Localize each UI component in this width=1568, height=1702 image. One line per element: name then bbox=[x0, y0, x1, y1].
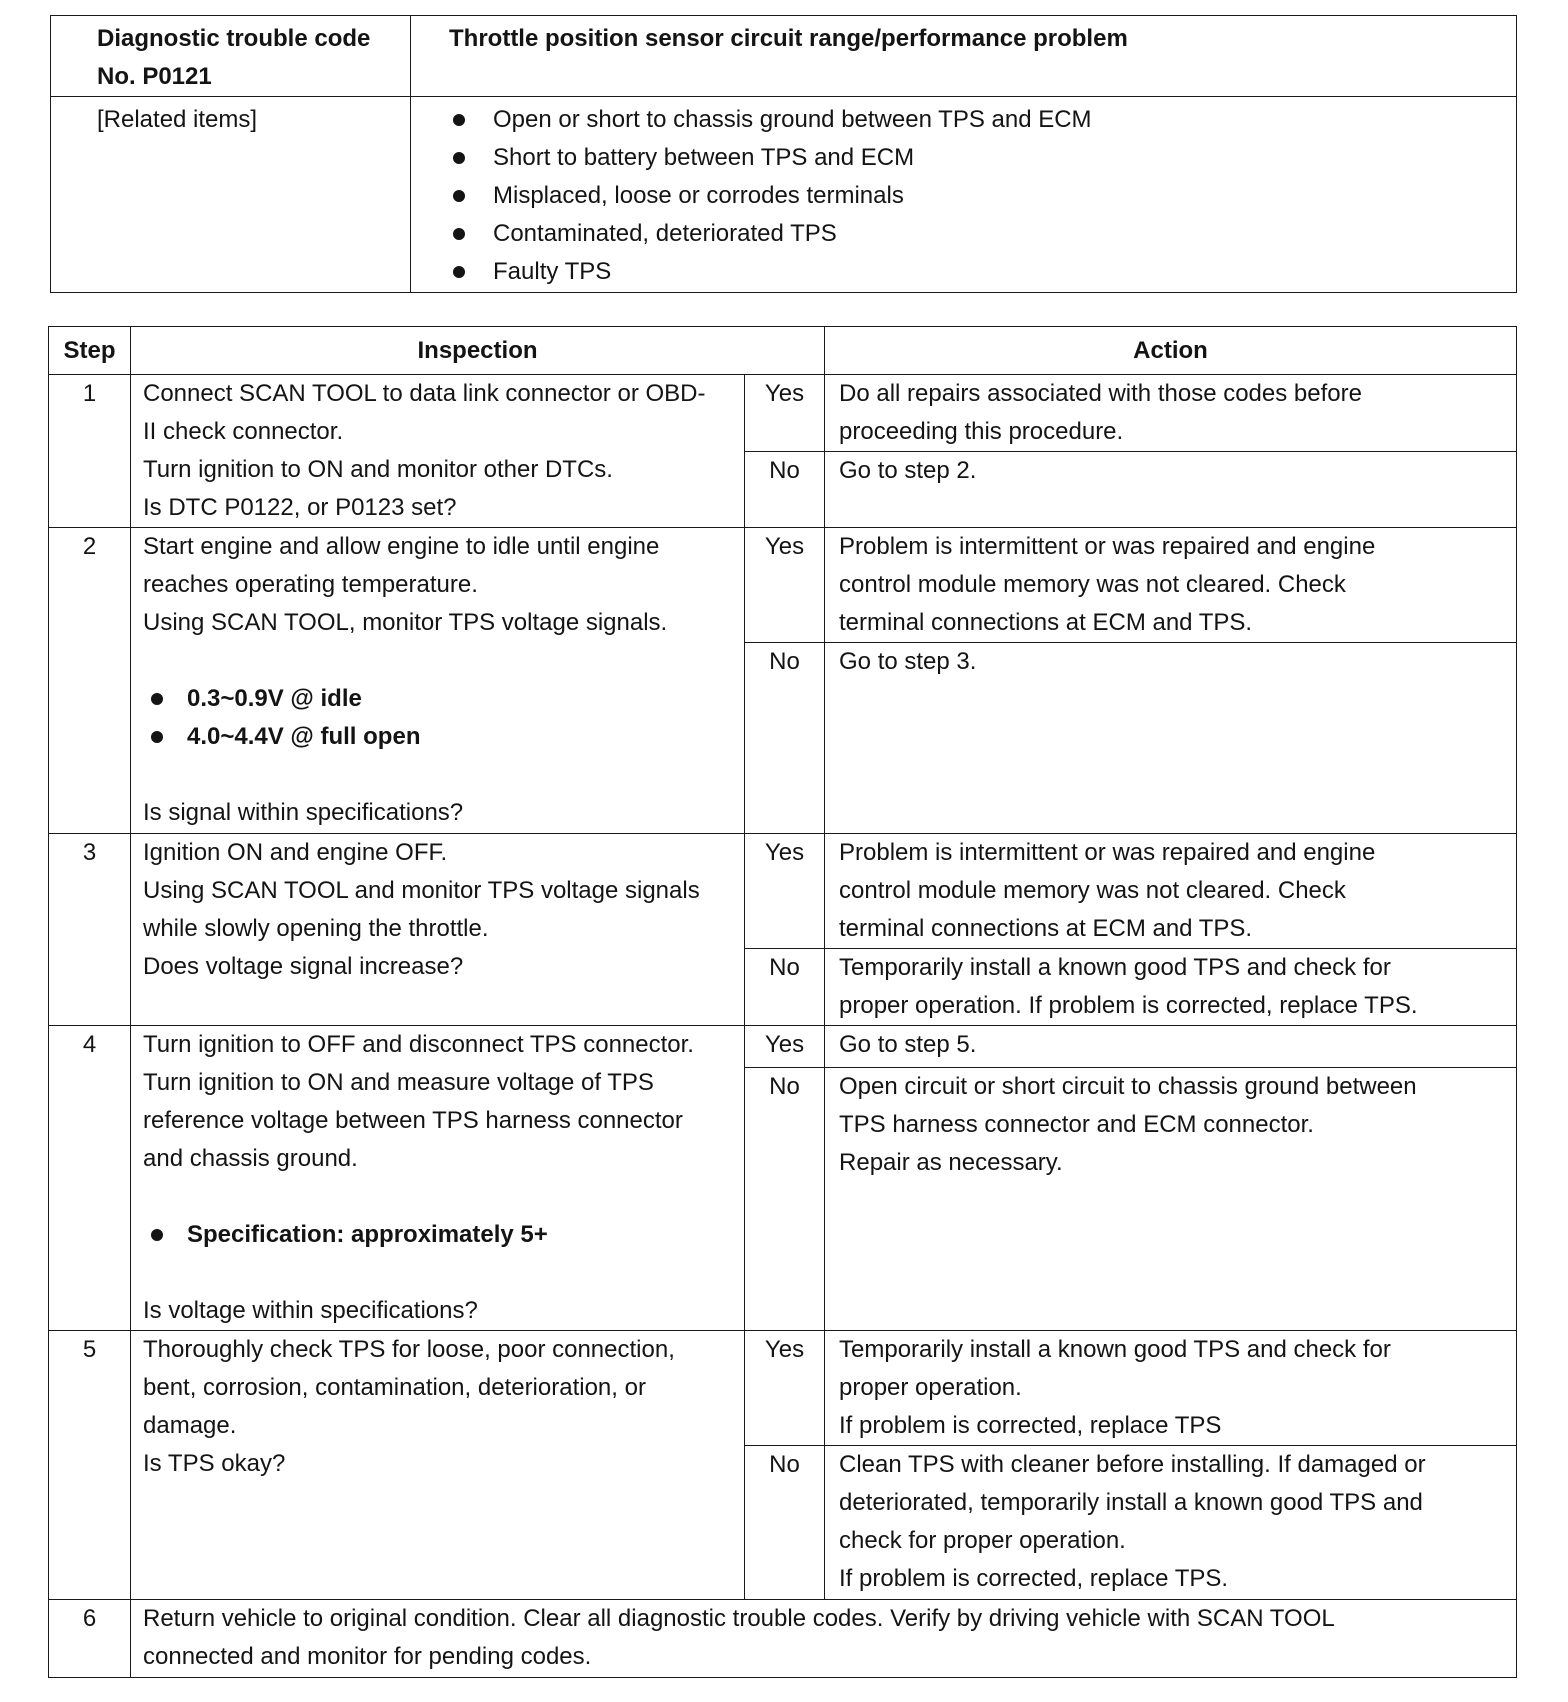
dtc-title: Throttle position sensor circuit range/performance problem bbox=[411, 16, 1517, 97]
step-row bbox=[49, 1600, 1517, 1678]
inspection-cell bbox=[131, 1331, 745, 1600]
action-line: proper operation. bbox=[839, 1374, 1022, 1401]
no-label: No bbox=[745, 949, 825, 1026]
inspection-line: Turn ignition to ON and measure voltage of TPS bbox=[143, 1069, 654, 1096]
action-line: control module memory was not cleared. Check bbox=[839, 571, 1346, 598]
no-action bbox=[825, 452, 1517, 528]
yes-label: Yes bbox=[745, 528, 825, 643]
inspection-line: Start engine and allow engine to idle until engine bbox=[143, 533, 660, 560]
inspection-cell bbox=[131, 834, 745, 1026]
inspection-line: Turn ignition to ON and monitor other DTCs. bbox=[143, 456, 613, 483]
step-row bbox=[49, 1331, 1517, 1446]
spec-list bbox=[143, 1216, 734, 1254]
yes-action bbox=[825, 1026, 1517, 1068]
action-line: terminal connections at ECM and TPS. bbox=[839, 915, 1253, 942]
spacer bbox=[143, 642, 734, 680]
yes-label: Yes bbox=[745, 375, 825, 452]
yes-action bbox=[825, 1331, 1517, 1446]
inspection-line: Using SCAN TOOL, monitor TPS voltage signals. bbox=[143, 609, 668, 636]
no-label: No bbox=[745, 1068, 825, 1331]
action-line: Go to step 3. bbox=[839, 648, 977, 675]
step-number: 6 bbox=[49, 1600, 131, 1678]
related-item: Misplaced, loose or corrodes terminals bbox=[451, 177, 1516, 215]
no-action bbox=[825, 949, 1517, 1026]
action-line: deteriorated, temporarily install a known good TPS and bbox=[839, 1489, 1423, 1516]
inspection-cell bbox=[131, 528, 745, 834]
header-action: Action bbox=[825, 327, 1517, 375]
action-line: Problem is intermittent or was repaired and engine bbox=[839, 839, 1376, 866]
inspection-line: Connect SCAN TOOL to data link connector or OBD- bbox=[143, 380, 706, 407]
inspection-line: connected and monitor for pending codes. bbox=[143, 1643, 592, 1670]
spec-item: 0.3~0.9V @ idle bbox=[143, 680, 734, 718]
step-row bbox=[49, 528, 1517, 643]
inspection-line: Return vehicle to original condition. Clear all diagnostic trouble codes. Verify by driving vehicle with SCAN TOOL bbox=[143, 1605, 1335, 1632]
yes-label: Yes bbox=[745, 1331, 825, 1446]
no-label: No bbox=[745, 452, 825, 528]
dtc-code-label bbox=[51, 16, 411, 97]
related-item: Open or short to chassis ground between TPS and ECM bbox=[451, 101, 1516, 139]
inspection-cell bbox=[131, 1026, 745, 1331]
dtc-info-table bbox=[50, 15, 1517, 293]
related-item: Short to battery between TPS and ECM bbox=[451, 139, 1516, 177]
related-item: Contaminated, deteriorated TPS bbox=[451, 215, 1516, 253]
inspection-question: Is voltage within specifications? bbox=[143, 1297, 478, 1324]
inspection-line: reference voltage between TPS harness connector bbox=[143, 1107, 683, 1134]
action-line: Go to step 5. bbox=[839, 1031, 977, 1058]
inspection-line: Is DTC P0122, or P0123 set? bbox=[143, 494, 457, 521]
inspection-line: Using SCAN TOOL and monitor TPS voltage signals bbox=[143, 877, 700, 904]
related-items-list bbox=[411, 97, 1516, 291]
step-row bbox=[49, 834, 1517, 949]
action-line: Repair as necessary. bbox=[839, 1149, 1063, 1177]
inspection-line: Ignition ON and engine OFF. bbox=[143, 839, 448, 866]
action-line: Open circuit or short circuit to chassis ground between bbox=[839, 1073, 1417, 1101]
spacer bbox=[143, 1178, 734, 1216]
no-action bbox=[825, 1068, 1517, 1331]
yes-action bbox=[825, 528, 1517, 643]
procedure-header-row bbox=[49, 327, 1517, 375]
inspection-line: II check connector. bbox=[143, 418, 344, 445]
spec-list bbox=[143, 680, 734, 756]
procedure-table bbox=[48, 326, 1517, 1678]
related-items-row bbox=[51, 97, 1517, 293]
action-line: If problem is corrected, replace TPS bbox=[839, 1412, 1222, 1439]
action-line: terminal connections at ECM and TPS. bbox=[839, 609, 1253, 636]
step-number: 3 bbox=[49, 834, 131, 1026]
inspection-line: Does voltage signal increase? bbox=[143, 953, 464, 980]
yes-label: Yes bbox=[745, 1026, 825, 1068]
related-items-label: [Related items] bbox=[51, 97, 411, 293]
no-label: No bbox=[745, 643, 825, 834]
action-line: Temporarily install a known good TPS and check for bbox=[839, 954, 1391, 981]
spacer bbox=[143, 1254, 734, 1292]
spec-item: Specification: approximately 5+ bbox=[143, 1216, 734, 1254]
dtc-label-line2: No. P0121 bbox=[97, 63, 212, 90]
related-items-cell bbox=[411, 97, 1517, 293]
related-item: Faulty TPS bbox=[451, 253, 1516, 291]
step-number: 5 bbox=[49, 1331, 131, 1600]
inspection-cell bbox=[131, 375, 745, 528]
no-action bbox=[825, 643, 1517, 834]
inspection-line: and chassis ground. bbox=[143, 1145, 358, 1172]
action-line: Do all repairs associated with those codes before bbox=[839, 380, 1362, 407]
header-step: Step bbox=[49, 327, 131, 375]
action-line: proper operation. If problem is corrected, replace TPS. bbox=[839, 992, 1418, 1019]
action-line: proceeding this procedure. bbox=[839, 418, 1124, 445]
step-number: 4 bbox=[49, 1026, 131, 1331]
no-label: No bbox=[745, 1446, 825, 1600]
inspection-line: Turn ignition to OFF and disconnect TPS connector. bbox=[143, 1031, 694, 1058]
action-line: TPS harness connector and ECM connector. bbox=[839, 1111, 1314, 1139]
action-line: check for proper operation. bbox=[839, 1527, 1126, 1554]
spacer bbox=[143, 756, 734, 794]
dtc-label-line1: Diagnostic trouble code bbox=[97, 25, 371, 52]
yes-label: Yes bbox=[745, 834, 825, 949]
action-line: Temporarily install a known good TPS and check for bbox=[839, 1336, 1391, 1363]
final-step-cell bbox=[131, 1600, 1517, 1678]
inspection-line: reaches operating temperature. bbox=[143, 571, 478, 598]
spec-item: 4.0~4.4V @ full open bbox=[143, 718, 734, 756]
yes-action bbox=[825, 375, 1517, 452]
action-line: Problem is intermittent or was repaired and engine bbox=[839, 533, 1376, 560]
step-row bbox=[49, 1026, 1517, 1068]
no-action bbox=[825, 1446, 1517, 1600]
inspection-line: damage. bbox=[143, 1412, 237, 1439]
header-inspection: Inspection bbox=[131, 327, 825, 375]
step-row bbox=[49, 375, 1517, 452]
action-line: If problem is corrected, replace TPS. bbox=[839, 1565, 1229, 1592]
action-line: Clean TPS with cleaner before installing. If damaged or bbox=[839, 1451, 1426, 1478]
inspection-line: while slowly opening the throttle. bbox=[143, 915, 489, 942]
dtc-code-row bbox=[51, 16, 1517, 97]
inspection-line: bent, corrosion, contamination, deterioration, or bbox=[143, 1374, 646, 1401]
yes-action bbox=[825, 834, 1517, 949]
step-number: 2 bbox=[49, 528, 131, 834]
inspection-line: Is TPS okay? bbox=[143, 1450, 286, 1477]
inspection-question: Is signal within specifications? bbox=[143, 799, 464, 826]
inspection-line: Thoroughly check TPS for loose, poor connection, bbox=[143, 1336, 675, 1363]
step-number: 1 bbox=[49, 375, 131, 528]
action-line: Go to step 2. bbox=[839, 457, 977, 484]
action-line: control module memory was not cleared. Check bbox=[839, 877, 1346, 904]
